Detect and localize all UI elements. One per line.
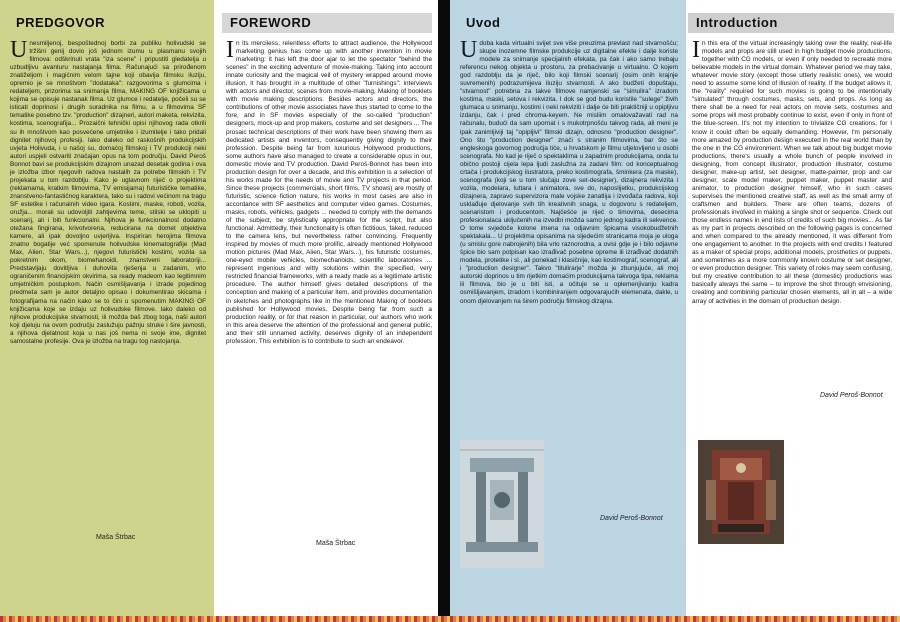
predgovor-text: nesmiljenoj, bespoštednoj borbi za publiku holivudski se tržišni genij dovio još jednom izumu u plasmanu svojih filmova: odškrinuti vrata "iza scene" i pripustiti gledatelja u uzbudljivu avanturu nastajanja filma. Računajući sa prirođenom znatiželjom i magičnim velom tajne koji obavija filmsku iluziju, opremio je se mnoštvom "dodataka": razgovorima s glumcima i redateljem, prizorima sa snimanja filma, MAKING OF knjižicama u kojima se opisuje nastanak filma. Uz glumce i redatelje, počeli su se isticati doprinosi i drugih suradnika na filmu, a u filmovima SF tematike posebno tzv. "production" dizajneri, autori maketa, rekvizita, kostima, scenografija... Prozaični tehnički opisi njihovog rada otkrili su ih mnoštvom kao posvećene umjetnike i izumitelje i tako pridali dignitet njihovoj profesiji. Iako daleko od raskošnih produkcijskih uvjeta Holivuda, i u našoj su, domaćoj filmskoj i TV produkciji neki autori uspjeli ostvariti značajan opus na tom području. David Peroš Bonnot bavi se produkcijskim dizajnom unazad desetak godina i ova je izložba izbor njegovih radova nastalih za potrebe filmskih i TV projekata u tom razdoblju. Kako je uglavnom riječ o projektima (reklamama, kratkim filmovima, TV emisijama) futurističke tematike, znanstveno-fantastičnog karaktera, tako su i radovi većinom na tragu SF estetike i računalnih video igara. Kostimi, maske, roboti, vozila, oružja... morali su udovoljiti zahtjevima teme, stilski se uklopiti u scenarij, ali i biti funkcionalni. Njihova je funkcionalnost dodatno otežana fingirana, krivotvorena, reducirana na domet objektiva kamere, ali ipak dovoljno uvjerljiva. Inspiriran herojima filmova znatno bogatije već spomenute holivudske kinematografije (Mad Max, Alien, Star Wars...), njegovi futuristički kostimi, vozila sa pokretnim okom, biomehanoidi, znanstveni laboratoriji... Predstavljaju dovitljiva i duhovita rješenja u zadanim, vrlo ograničenim financijskim okvirima, sa ready madeom kao legitimnim umjetničkim postupkom. Način osmišljavanja i izrade pojedinog predmeta sam je autor detaljno opisao i dokumentirao skicama i fotografijama na način kako se to čini u spomenutim MAKING OF knjižicama koje se izdaju uz holivudske filmove. Iako daleko od njihove produkcijske stvarnosti, ili možda baš zbog toga, naši autori koji djeluju na ovom području zaslužuju pažnju struke i šire javnosti, a njihova djelatnost koja u nas još nema ni svoje ime, dignitet samostalne profesije. Ova je izložba na tragu tog nastojanja. xyxy=(10,40,206,345)
robot-prop-photo xyxy=(698,440,784,544)
page-gutter xyxy=(438,0,450,622)
foreword-signature: Maša Štrbac xyxy=(316,540,356,547)
heading-uvod: Uvod xyxy=(466,15,501,30)
drop-cap: U xyxy=(10,37,28,63)
machine-sketch-image xyxy=(460,440,544,568)
foreword-text: n its merciless, relentless efforts to attract audience, the Hollywood marketing genius has come up with another invention in movie marketing: it has left the door ajar to let the spectator "behind the scenes" in the exciting adventure of movie-making. Taking into account innate curiosity and the magical veil of mystery wrapped around movie illusion, it has brought in a multitude of other "furnishings": interviews with actors and director, scenes from movie-making, Making of booklets with movie making descriptions. Besides actors and directors, the contributions of other movie associates have thus started to come to the fore, and in SF movies especially of the so-called "production" designers, mock-up and prop makers, costume and set designers ... The prosaic technical descriptions of their work have been showing them as dedicated artists and inventors, consequently giving dignity to their profession. Despite being far from luxurious Hollywood productions, some authors have also managed to create a considerable opus in our, domestic movie and TV production. David Peroš-Bonnot has been into production design for over a decade, and this exhibition is a selection of his works made for the needs of movie and TV projects in that period. Since these projects (commercials, short films, TV shows) are mostly of futuristic, science fiction nature, his works in most cases are also in accordance with SF aesthetics and computer video games. Costumes, masks, robots, vehicles, gadgets ... needed to comply with the demands of the subject, be stylistically appropriate for the script, but also functional. Admittedly, their functionality is often fictitious, faked, reduced to the camera lens, but nevertheless rather convincing. Frequently inspired by movies of much more prolific, already mentioned Hollywood motion pictures (Mad Max, Alien, Star Wars...), his futuristic costumes, one-eyed mobile vehicles, biomechanoids, scientific laboratories ... represent ingenious and witty solutions within the specified, very restricted financial frameworks, with a ready made as a legitimate artistic procedure. The author himself gives detailed descriptions of the conception and making of a particular item, and provides documentation in sketches and photographs like in the mentioned Making of booklets published for Hollywood movies. Despite being far from such a production reality, or for that reason in particular, our authors who work in this area deserve the attention of the professional and general public, and their still unnamed activity, deserves dignity of an independent profession. This exhibition is to contribute to such an endeavor. xyxy=(226,40,432,345)
introduction-body xyxy=(692,37,892,380)
drop-cap: I xyxy=(692,37,700,63)
introduction-signature: David Peroš-Bonnot xyxy=(820,392,883,399)
introduction-text: n this era of the virtual increasingly taking over the reality, real-life models and props are still used in high budget movie productions, together with CG models, or even if only needed to recreate more believable models in the virtual domain. Whatever period we may take, whatever movie story (except those utterly realistic ones), we would need to assume some kind of illusion of reality. If the budget allows it, the "reality" required for such movies is going to be intentionally "simulated" through costumes, masks, sets, and props. As long as there shall be a need for real actors on movie sets, costumes and some props will most probably continue to exist, even if only in front of the blue-screen. It's not my intention to trivialize CG creations, for I know it could often be equally demanding. However, I'm personally more amazed by production design executed in the real world than by the one in the CG environment. When we talk about big budget movie productions, there's usually a whole bunch of people involved in designing, from concept illustrator, production illustrator, costume designer, make-up artist, set designer, matte-painter, prop and car designer, scale model maker, puppet maker, puppet master and animator, to production designer himself, who in such cases supervises the mentioned creative staff, as well as the small army of craftsmen and builders. There are often teams, dozens of professionals involved in making a single shot or sequence. Check out those endless names in end lists of credits of such big movies... As far as my part in projects described on the following pages is concerned and when compared to the already mentioned, it was different from one engagement to another. In the projects with end credits I featured as a maker of special props, additional models, prosthetics or puppets, and sometimes as a more commonly known costume or set designer, or even production designer. This variety of roles may seem confusing, but my creative contribution to all these (domestic) productions was basically always the same – to improve the shot through envisioning, creating and combining particular chosen elements, all in all – a wide array of activities in the domain of production design. xyxy=(692,40,892,305)
uvod-text: doba kada virtualni svijet sve više preuzima prevlast nad stvarnošću; skupe inozemne filmske produkcije uz digitalne efekte i dalje koriste modele za snimanje specijalnih efekata, pa čak i ako samo trebaju referencu nekog objekta u prostoru, za prebacivanje u virtualno. O kojem god razdoblju da je riječ, bilo koji filmski scenarij (osim onih krajnje suvremenih) podrazumijeva iluziju stvarnosti. A ako budžeti dopuštaju, "stvarnost" potrebna za takve filmove namjenski se "simulira" izradom kostima, maski, setova i rekvizita. I dok se god budu koristile "sulege" živih glumaca u snimanju, kostimi i neki rekviziti i dalje će biti praktičniji u opipljivu izdanju, čak i pred chroma-keyem. Ne misliim omalovažavati rad na računalu, budući da sam upornat i s mukotrpnošću takvog rada, ali meni je ipak zanimljiviji taj "opipljivi" filmski dizajn, odnosno "production designer". Ono što "production designer" znači s stranim filmovima, bar što se engleskoga govornog područja tiče, u hrvatskom je filmu utjelovljeno u osobi scenografa. No kad je riječ o spektaklima u zapadnim produkcijama, onda tu obično postoji cijela lepa ljudi zaslužna za zadani film: od konceptualnog crtača i produkcijskog ilustratora, preko kostimografa, šminkera (za maske), scenografa (koji se u tom slučaju zove set-designer), dizajnera rekvizita i vozila, modelara, luttara i animatora, sve do, naposlijetku, produkcijskog dizajnera, zapravo supervizora male vojske zanatlija i izvođača radova, koji usklađuje djelovanje svih tih kreativnih snaga, u dogovoru s redateljem, scenaristom i producentom. Najčešće je riječ o timovima, desecima profesionalaca uključenih na izvedbi možda samo jednog kadra ili sekvence. O tome svjedoče kolone imena na odjavnim špicama visokobudžetnih spektakala... U projektima opisanima na sljedećim stranicama moja je uloga (u smislu gore nabrojenih) bila vrlo raznorodna, a ovisi gdje je i bilo odjavne špice bio sam potpisan kao izrađivač posebne opreme ili izrađivač dodatnih modela, protetike i sl., ali ponekad i klasičnije, kao kostimograf, scenograf, ali i "production designer". Takvo "titulirarje" možda je zbunjujuće, ali moj autorski doprinos u tim rijetkim domaćim produkcijama takvoga tipa, reklama ili filmova, bio je u biti isti, a očituje se u oplemenjivanju kadra osmišljavanjem, izradom i kombiniranjem odgovarajućih elemenata, dakle, u onom djelovanjem na širem području filmskog dizajna. xyxy=(460,40,678,305)
uvod-signature: David Peroš-Bonnot xyxy=(600,515,663,522)
decorative-border xyxy=(0,616,900,622)
drop-cap: U xyxy=(460,37,478,63)
heading-foreword: FOREWORD xyxy=(222,13,432,33)
drop-cap: I xyxy=(226,37,234,63)
heading-predgovor: PREDGOVOR xyxy=(16,15,106,30)
foreword-body xyxy=(226,37,432,480)
predgovor-body xyxy=(10,37,206,480)
heading-introduction: Introduction xyxy=(688,13,894,33)
predgovor-signature: Maša Štrbac xyxy=(96,534,136,541)
